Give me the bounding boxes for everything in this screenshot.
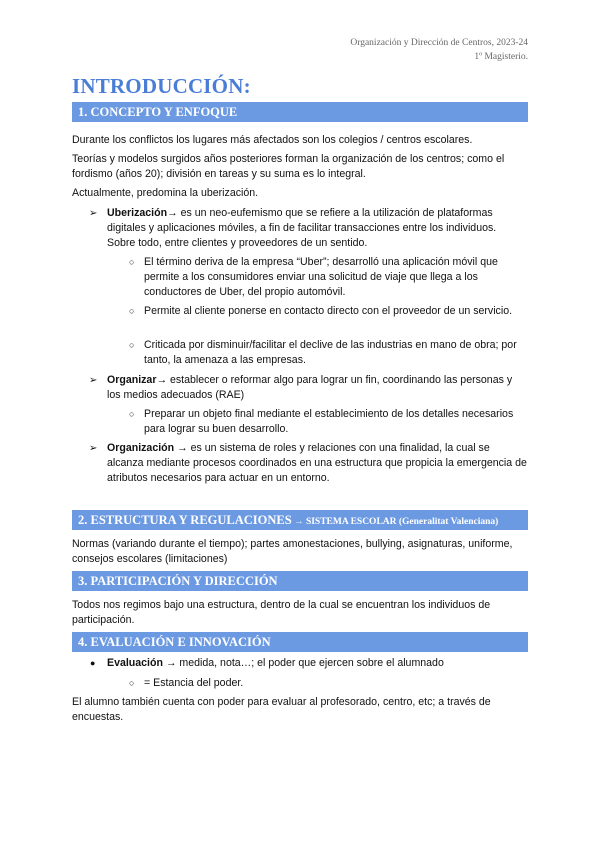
term-definition: → medida, nota…; el poder que ejercen sobre el alumnado (162, 657, 444, 669)
header-course: Organización y Dirección de Centros, 2023-24 (350, 38, 528, 48)
paragraph: Normas (variando durante el tiempo); partes amonestaciones, bullying, asignaturas, uniforme, consejos escolares (limitaciones) (72, 538, 513, 566)
arrow-bullet-icon: ➢ (89, 375, 98, 386)
sub-list-item (129, 407, 528, 437)
header-grade: 1º Magisterio. (474, 52, 528, 62)
section-heading-subtext: → SISTEMA ESCOLAR (Generalitat Valenciana) (291, 517, 499, 527)
sub-list-item (129, 676, 528, 691)
circle-bullet-icon: ○ (129, 306, 135, 316)
section-heading-text: 3. PARTICIPACIÓN Y DIRECCIÓN (78, 574, 278, 588)
paragraph: Teorías y modelos surgidos años posteriores forman la organización de los centros; como el fordismo (años 20); división en tareas y su suma es lo integral. (72, 153, 505, 181)
sub-list-text: Preparar un objeto final mediante el establecimiento de los detalles necesarios para lograr su buen desarrollo. (144, 408, 514, 436)
section-heading-text: 1. CONCEPTO Y ENFOQUE (78, 105, 238, 119)
section-heading-estructura (72, 510, 528, 530)
sub-list-text: Permite al cliente ponerse en contacto directo con el proveedor de un servicio. (144, 305, 513, 317)
sub-list-text: Criticada por disminuir/facilitar el declive de las industrias en mano de obra; por tanto, la amenaza a las empresas. (144, 339, 517, 367)
dot-bullet-icon: ● (90, 658, 96, 668)
sub-list-text: = Estancia del poder. (144, 677, 244, 689)
paragraph: Actualmente, predomina la uberización. (72, 187, 259, 199)
section-heading-participacion (72, 571, 528, 591)
section-heading-concepto (72, 102, 528, 122)
list-item-evaluacion (90, 656, 527, 671)
paragraph: Durante los conflictos los lugares más afectados son los colegios / centros escolares. (72, 134, 473, 146)
term-label: Evaluación (107, 657, 163, 669)
circle-bullet-icon: ○ (129, 340, 135, 350)
circle-bullet-icon: ○ (129, 409, 135, 419)
list-item-uberizacion (89, 206, 527, 252)
circle-bullet-icon: ○ (129, 678, 135, 688)
section-heading-text: 2. ESTRUCTURA Y REGULACIONES (78, 513, 292, 527)
term-definition: → es un neo-eufemismo que se refiere a la utilización de plataformas digitales y aplicaciones móviles, a fin de facilitar transacciones entre los individuos. Sobre todo, entre clientes y proveedores de un sentido. (107, 207, 497, 250)
arrow-bullet-icon: ➢ (89, 208, 98, 219)
page-title: INTRODUCCIÓN: (72, 74, 251, 98)
sub-list-text: El término deriva de la empresa “Uber”; desarrolló una aplicación móvil que permite a los consumidores enviar una solicitud de viaje que llega a los conductores de Uber, del propio automóvil. (144, 256, 498, 299)
section-heading-text: 4. EVALUACIÓN E INNOVACIÓN (78, 635, 271, 649)
paragraph: Todos nos regimos bajo una estructura, dentro de la cual se encuentran los individuos de participación. (72, 599, 491, 627)
list-item-organizacion (89, 441, 527, 487)
arrow-bullet-icon: ➢ (89, 443, 98, 454)
term-definition: → es un sistema de roles y relaciones con una finalidad, la cual se alcanza mediante procesos coordinados en una estructura que propicia la emergencia de atributos necesarios para actuar en un entorno. (107, 442, 527, 485)
sub-list-item (129, 338, 528, 368)
list-item-organizar (89, 373, 527, 403)
section-heading-evaluacion (72, 632, 528, 652)
running-header (350, 36, 528, 64)
paragraph: El alumno también cuenta con poder para evaluar al profesorado, centro, etc; a través de encuestas. (72, 696, 491, 724)
sub-list-item (129, 255, 528, 301)
circle-bullet-icon: ○ (129, 257, 135, 267)
term-label: Organizar (107, 374, 157, 386)
term-label: Organización (107, 442, 175, 454)
term-label: Uberización (107, 207, 168, 219)
sub-list-item (129, 304, 528, 319)
term-definition: → establecer o reformar algo para lograr un fin, coordinando las personas y los medios adecuados (RAE) (107, 374, 513, 402)
